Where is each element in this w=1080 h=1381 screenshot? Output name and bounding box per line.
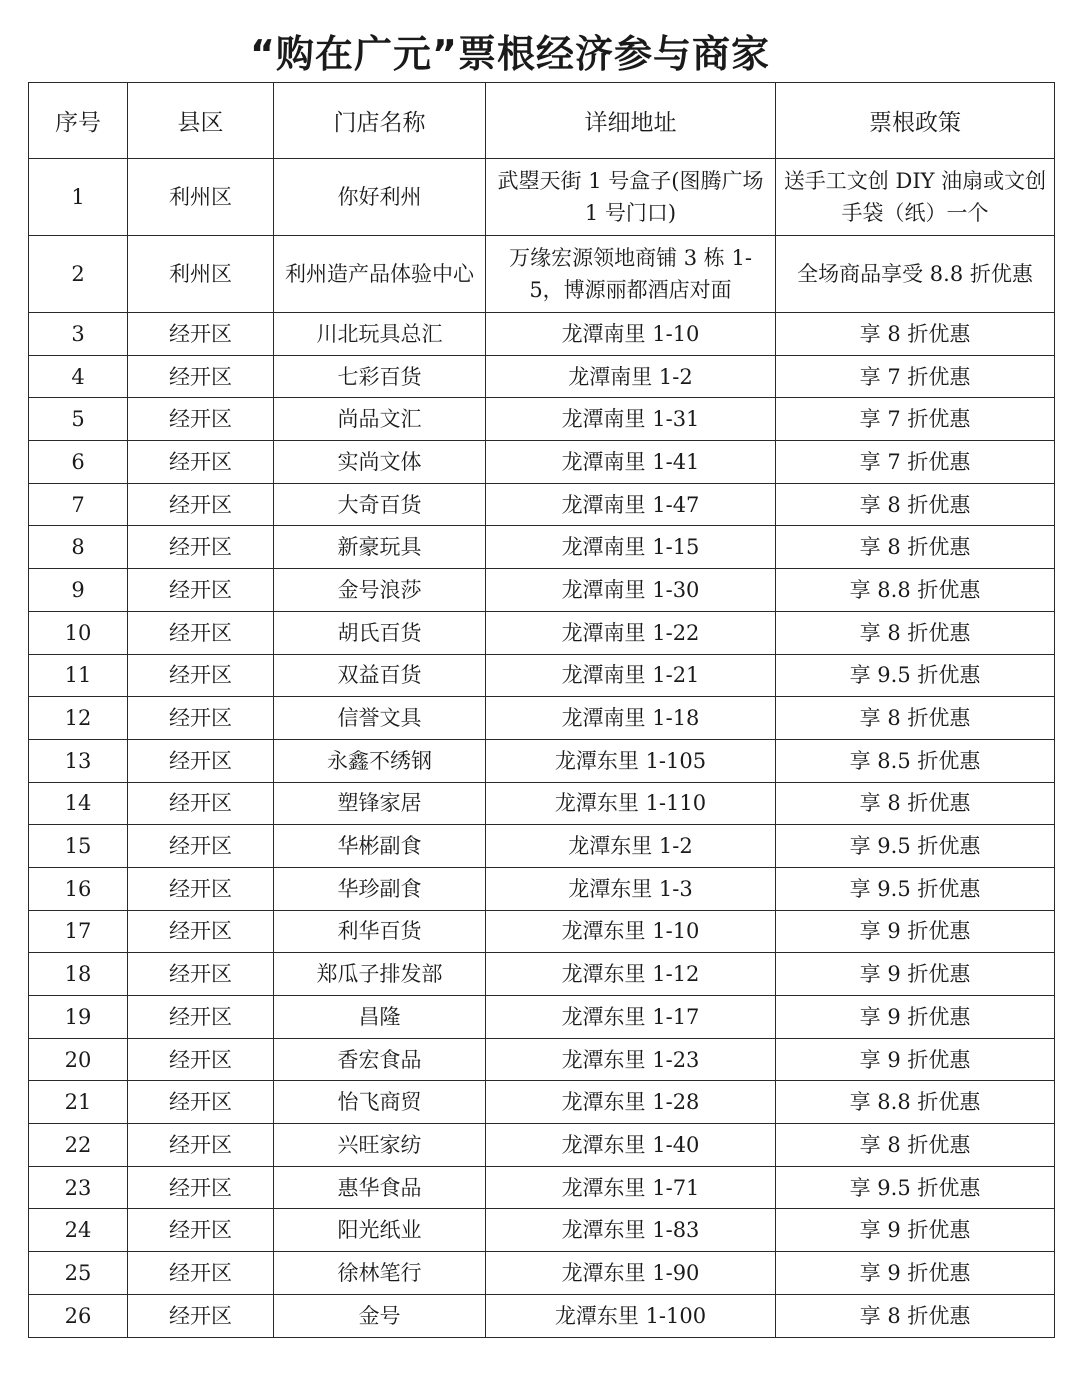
table-row: [29, 953, 1055, 996]
cell-number: 7: [29, 483, 128, 526]
cell-number: 4: [29, 355, 128, 398]
cell-county: 经开区: [128, 1166, 274, 1209]
cell-store-name: 尚品文汇: [274, 398, 486, 441]
cell-number: 20: [29, 1038, 128, 1081]
cell-store-name: 金号浪莎: [274, 569, 486, 612]
cell-county: 经开区: [128, 953, 274, 996]
cell-county: 经开区: [128, 483, 274, 526]
cell-policy: 享 8.8 折优惠: [776, 1081, 1055, 1124]
document-title: “购在广元”票根经济参与商家: [250, 32, 770, 76]
cell-number: 16: [29, 867, 128, 910]
cell-store-name: 新豪玩具: [274, 526, 486, 569]
cell-number: 5: [29, 398, 128, 441]
table-row: [29, 483, 1055, 526]
cell-county: 经开区: [128, 526, 274, 569]
cell-address: 龙潭南里 1-10: [486, 313, 776, 356]
cell-address: 龙潭南里 1-18: [486, 697, 776, 740]
cell-policy: 享 9.5 折优惠: [776, 867, 1055, 910]
cell-number: 6: [29, 441, 128, 484]
cell-number: 25: [29, 1252, 128, 1295]
cell-store-name: 永鑫不绣钢: [274, 739, 486, 782]
cell-store-name: 川北玩具总汇: [274, 313, 486, 356]
cell-store-name: 大奇百货: [274, 483, 486, 526]
cell-policy: 享 8.8 折优惠: [776, 569, 1055, 612]
cell-policy: 享 8.5 折优惠: [776, 739, 1055, 782]
cell-county: 经开区: [128, 1038, 274, 1081]
cell-address: 龙潭东里 1-2: [486, 825, 776, 868]
cell-store-name: 塑锋家居: [274, 782, 486, 825]
cell-number: 15: [29, 825, 128, 868]
header-row: [29, 83, 1055, 159]
cell-policy: 享 8 折优惠: [776, 697, 1055, 740]
cell-county: 经开区: [128, 996, 274, 1039]
cell-number: 2: [29, 236, 128, 313]
cell-address: 万缘宏源领地商铺 3 栋 1-5，博源丽都酒店对面: [486, 236, 776, 313]
cell-county: 经开区: [128, 654, 274, 697]
cell-county: 经开区: [128, 1124, 274, 1167]
cell-number: 26: [29, 1294, 128, 1337]
table-row: [29, 654, 1055, 697]
cell-address: 龙潭南里 1-2: [486, 355, 776, 398]
cell-number: 10: [29, 611, 128, 654]
cell-county: 经开区: [128, 611, 274, 654]
cell-county: 经开区: [128, 398, 274, 441]
cell-address: 龙潭东里 1-10: [486, 910, 776, 953]
cell-address: 龙潭东里 1-105: [486, 739, 776, 782]
cell-policy: 享 7 折优惠: [776, 355, 1055, 398]
cell-number: 17: [29, 910, 128, 953]
cell-county: 经开区: [128, 355, 274, 398]
cell-address: 龙潭东里 1-110: [486, 782, 776, 825]
cell-address: 龙潭南里 1-21: [486, 654, 776, 697]
table-row: [29, 441, 1055, 484]
cell-number: 11: [29, 654, 128, 697]
table-row: [29, 611, 1055, 654]
cell-address: 龙潭东里 1-100: [486, 1294, 776, 1337]
cell-store-name: 信誉文具: [274, 697, 486, 740]
cell-number: 22: [29, 1124, 128, 1167]
cell-address: 龙潭南里 1-15: [486, 526, 776, 569]
cell-store-name: 七彩百货: [274, 355, 486, 398]
cell-policy: 享 9.5 折优惠: [776, 654, 1055, 697]
cell-policy: 享 7 折优惠: [776, 441, 1055, 484]
cell-store-name: 金号: [274, 1294, 486, 1337]
cell-store-name: 利华百货: [274, 910, 486, 953]
cell-store-name: 华彬副食: [274, 825, 486, 868]
table-row: [29, 782, 1055, 825]
table-row: [29, 355, 1055, 398]
cell-store-name: 昌隆: [274, 996, 486, 1039]
cell-policy: 享 9 折优惠: [776, 910, 1055, 953]
cell-policy: 享 9 折优惠: [776, 996, 1055, 1039]
cell-number: 18: [29, 953, 128, 996]
table-body: [29, 159, 1055, 1338]
table-row: [29, 1209, 1055, 1252]
cell-policy: 享 8 折优惠: [776, 1124, 1055, 1167]
cell-address: 龙潭东里 1-40: [486, 1124, 776, 1167]
cell-county: 利州区: [128, 236, 274, 313]
cell-policy: 享 8 折优惠: [776, 526, 1055, 569]
cell-county: 经开区: [128, 739, 274, 782]
cell-store-name: 惠华食品: [274, 1166, 486, 1209]
cell-policy: 享 9.5 折优惠: [776, 825, 1055, 868]
cell-address: 武曌天街 1 号盒子(图腾广场 1 号门口): [486, 159, 776, 236]
cell-number: 13: [29, 739, 128, 782]
cell-county: 经开区: [128, 782, 274, 825]
table-row: [29, 996, 1055, 1039]
cell-number: 24: [29, 1209, 128, 1252]
cell-number: 9: [29, 569, 128, 612]
cell-store-name: 阳光纸业: [274, 1209, 486, 1252]
cell-county: 经开区: [128, 313, 274, 356]
cell-address: 龙潭东里 1-23: [486, 1038, 776, 1081]
cell-address: 龙潭东里 1-71: [486, 1166, 776, 1209]
cell-address: 龙潭东里 1-12: [486, 953, 776, 996]
header-policy: 票根政策: [776, 83, 1055, 159]
table-row: [29, 910, 1055, 953]
table-row: [29, 697, 1055, 740]
cell-address: 龙潭南里 1-31: [486, 398, 776, 441]
cell-store-name: 郑瓜子排发部: [274, 953, 486, 996]
cell-county: 经开区: [128, 1209, 274, 1252]
table-row: [29, 159, 1055, 236]
header-number: 序号: [29, 83, 128, 159]
table-row: [29, 526, 1055, 569]
cell-policy: 享 8 折优惠: [776, 782, 1055, 825]
cell-policy: 享 8 折优惠: [776, 483, 1055, 526]
cell-address: 龙潭南里 1-41: [486, 441, 776, 484]
table-header: [29, 83, 1055, 159]
header-county: 县区: [128, 83, 274, 159]
cell-policy: 享 7 折优惠: [776, 398, 1055, 441]
cell-number: 12: [29, 697, 128, 740]
table-row: [29, 1294, 1055, 1337]
table-row: [29, 1081, 1055, 1124]
table-row: [29, 236, 1055, 313]
cell-policy: 享 8 折优惠: [776, 1294, 1055, 1337]
table-row: [29, 825, 1055, 868]
table-row: [29, 1252, 1055, 1295]
cell-store-name: 利州造产品体验中心: [274, 236, 486, 313]
table-row: [29, 569, 1055, 612]
cell-address: 龙潭南里 1-47: [486, 483, 776, 526]
cell-county: 利州区: [128, 159, 274, 236]
cell-county: 经开区: [128, 867, 274, 910]
cell-county: 经开区: [128, 1081, 274, 1124]
cell-address: 龙潭东里 1-17: [486, 996, 776, 1039]
cell-store-name: 徐林笔行: [274, 1252, 486, 1295]
table-row: [29, 739, 1055, 782]
cell-county: 经开区: [128, 1294, 274, 1337]
table-row: [29, 867, 1055, 910]
cell-policy: 享 8 折优惠: [776, 611, 1055, 654]
table-row: [29, 313, 1055, 356]
cell-policy: 享 9 折优惠: [776, 1252, 1055, 1295]
cell-number: 21: [29, 1081, 128, 1124]
cell-number: 8: [29, 526, 128, 569]
cell-county: 经开区: [128, 910, 274, 953]
cell-store-name: 怡飞商贸: [274, 1081, 486, 1124]
cell-policy: 享 9.5 折优惠: [776, 1166, 1055, 1209]
cell-address: 龙潭东里 1-3: [486, 867, 776, 910]
cell-county: 经开区: [128, 441, 274, 484]
cell-store-name: 你好利州: [274, 159, 486, 236]
cell-number: 23: [29, 1166, 128, 1209]
cell-store-name: 实尚文体: [274, 441, 486, 484]
cell-store-name: 双益百货: [274, 654, 486, 697]
cell-store-name: 兴旺家纺: [274, 1124, 486, 1167]
cell-address: 龙潭东里 1-28: [486, 1081, 776, 1124]
cell-policy: 享 9 折优惠: [776, 1209, 1055, 1252]
cell-number: 14: [29, 782, 128, 825]
table-row: [29, 398, 1055, 441]
cell-address: 龙潭东里 1-83: [486, 1209, 776, 1252]
cell-number: 3: [29, 313, 128, 356]
cell-policy: 享 9 折优惠: [776, 953, 1055, 996]
table-row: [29, 1124, 1055, 1167]
cell-address: 龙潭东里 1-90: [486, 1252, 776, 1295]
cell-county: 经开区: [128, 825, 274, 868]
cell-number: 1: [29, 159, 128, 236]
merchant-table: [28, 82, 1055, 1338]
cell-county: 经开区: [128, 1252, 274, 1295]
cell-address: 龙潭南里 1-22: [486, 611, 776, 654]
cell-store-name: 华珍副食: [274, 867, 486, 910]
cell-address: 龙潭南里 1-30: [486, 569, 776, 612]
cell-county: 经开区: [128, 697, 274, 740]
cell-store-name: 香宏食品: [274, 1038, 486, 1081]
header-address: 详细地址: [486, 83, 776, 159]
cell-county: 经开区: [128, 569, 274, 612]
cell-store-name: 胡氏百货: [274, 611, 486, 654]
table-row: [29, 1038, 1055, 1081]
cell-policy: 送手工文创 DIY 油扇或文创手袋（纸）一个: [776, 159, 1055, 236]
cell-number: 19: [29, 996, 128, 1039]
header-store-name: 门店名称: [274, 83, 486, 159]
cell-policy: 享 8 折优惠: [776, 313, 1055, 356]
cell-policy: 全场商品享受 8.8 折优惠: [776, 236, 1055, 313]
cell-policy: 享 9 折优惠: [776, 1038, 1055, 1081]
table-row: [29, 1166, 1055, 1209]
